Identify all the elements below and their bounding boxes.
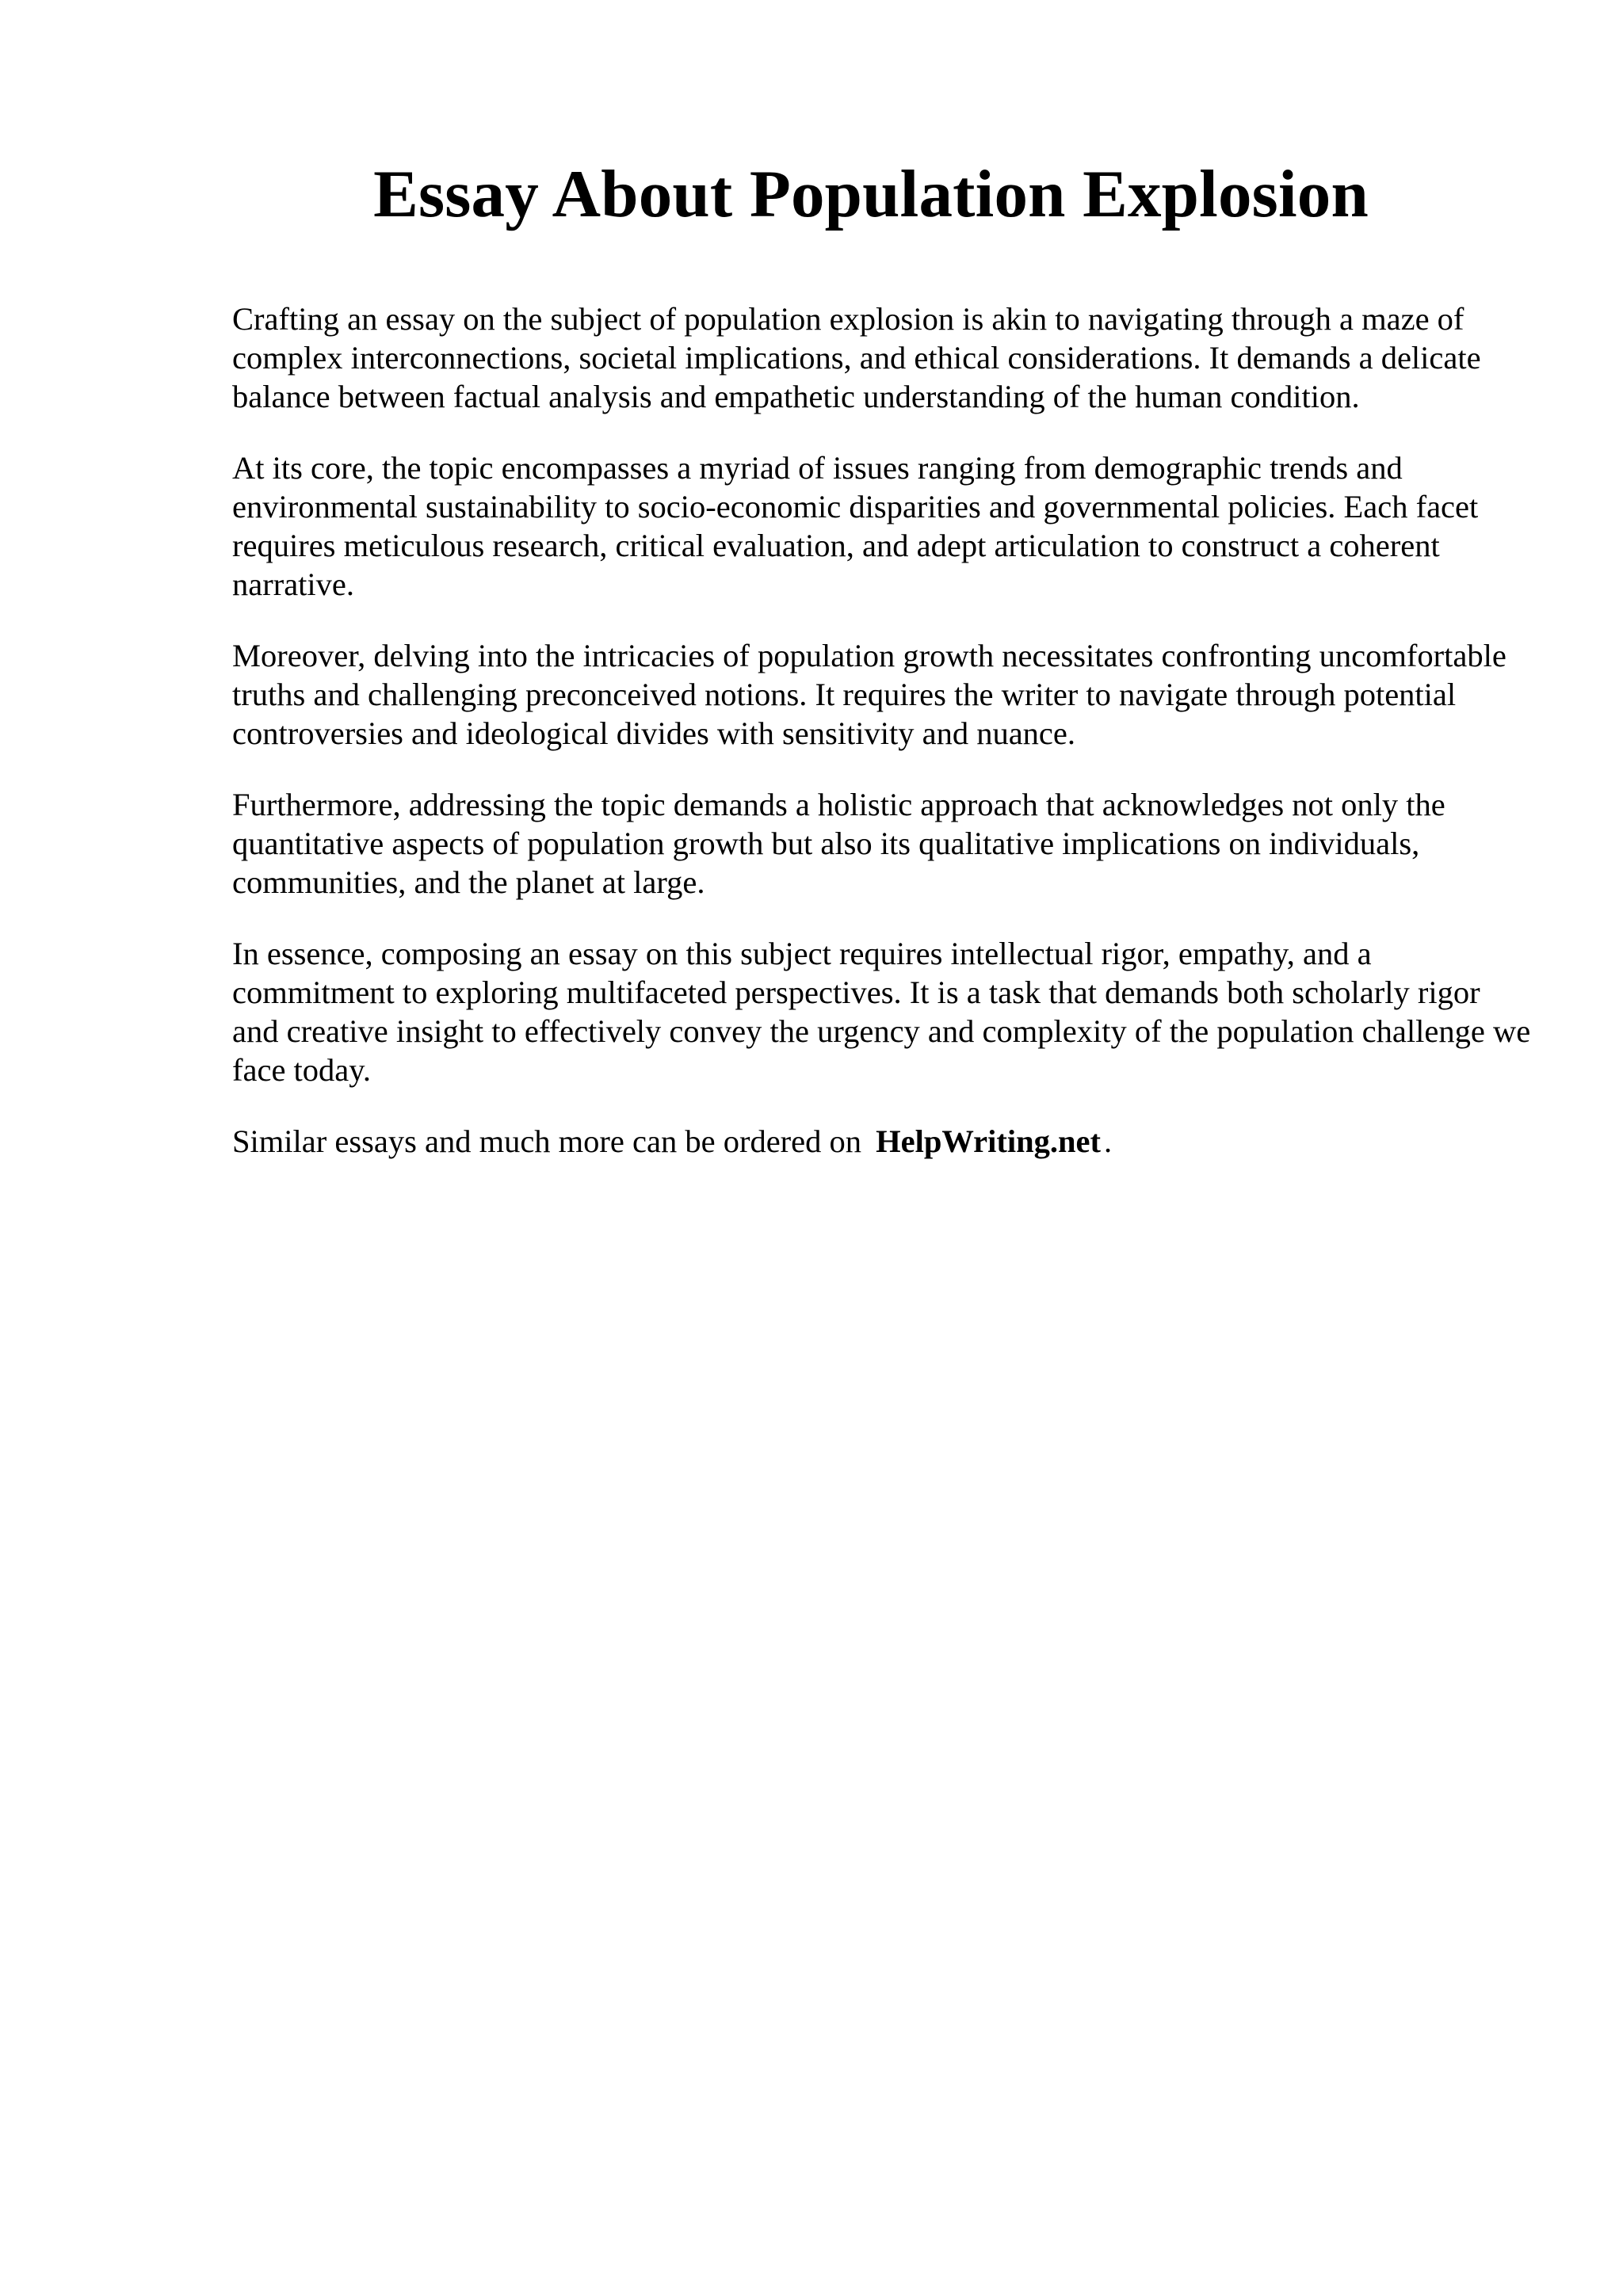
paragraph-core: At its core, the topic encompasses a myriad of issues ranging from demographic trends and environmental sustainability to socio-economic disparities and governmental policies. Each facet requires meticulous research, critical evaluation, and adept articulation to construct a coherent narrative. <box>232 450 1479 602</box>
essay-body <box>232 299 1532 1193</box>
paragraph-intricacies: Moreover, delving into the intricacies of population growth necessitates confronting uncomfortable truths and challenging preconceived notions. It requires the writer to navigate through potential controversies and ideological divides with sensitivity and nuance. <box>232 638 1507 751</box>
paragraph-intro: Crafting an essay on the subject of population explosion is akin to navigating through a maze of complex interconnections, societal implications, and ethical considerations. It demands a delicate balance between factual analysis and empathetic understanding of the human condition. <box>232 301 1481 414</box>
page-title: Essay About Population Explosion <box>373 157 1369 231</box>
paragraph-holistic: Furthermore, addressing the topic demands a holistic approach that acknowledges not only the quantitative aspects of population growth but also its qualitative implications on individuals, communities, and the planet at large. <box>232 787 1445 900</box>
brand-name: HelpWriting.net <box>876 1123 1102 1159</box>
closing-suffix: . <box>1104 1123 1113 1159</box>
paragraph-essence: In essence, composing an essay on this subject requires intellectual rigor, empathy, and a commitment to exploring multifaceted perspectives. It is a task that demands both scholarly rigor and creative insight to effectively convey the urgency and complexity of the population challenge we face today. <box>232 936 1531 1088</box>
closing-prefix: Similar essays and much more can be ordered on <box>232 1123 862 1159</box>
closing-line <box>232 1122 1532 1161</box>
